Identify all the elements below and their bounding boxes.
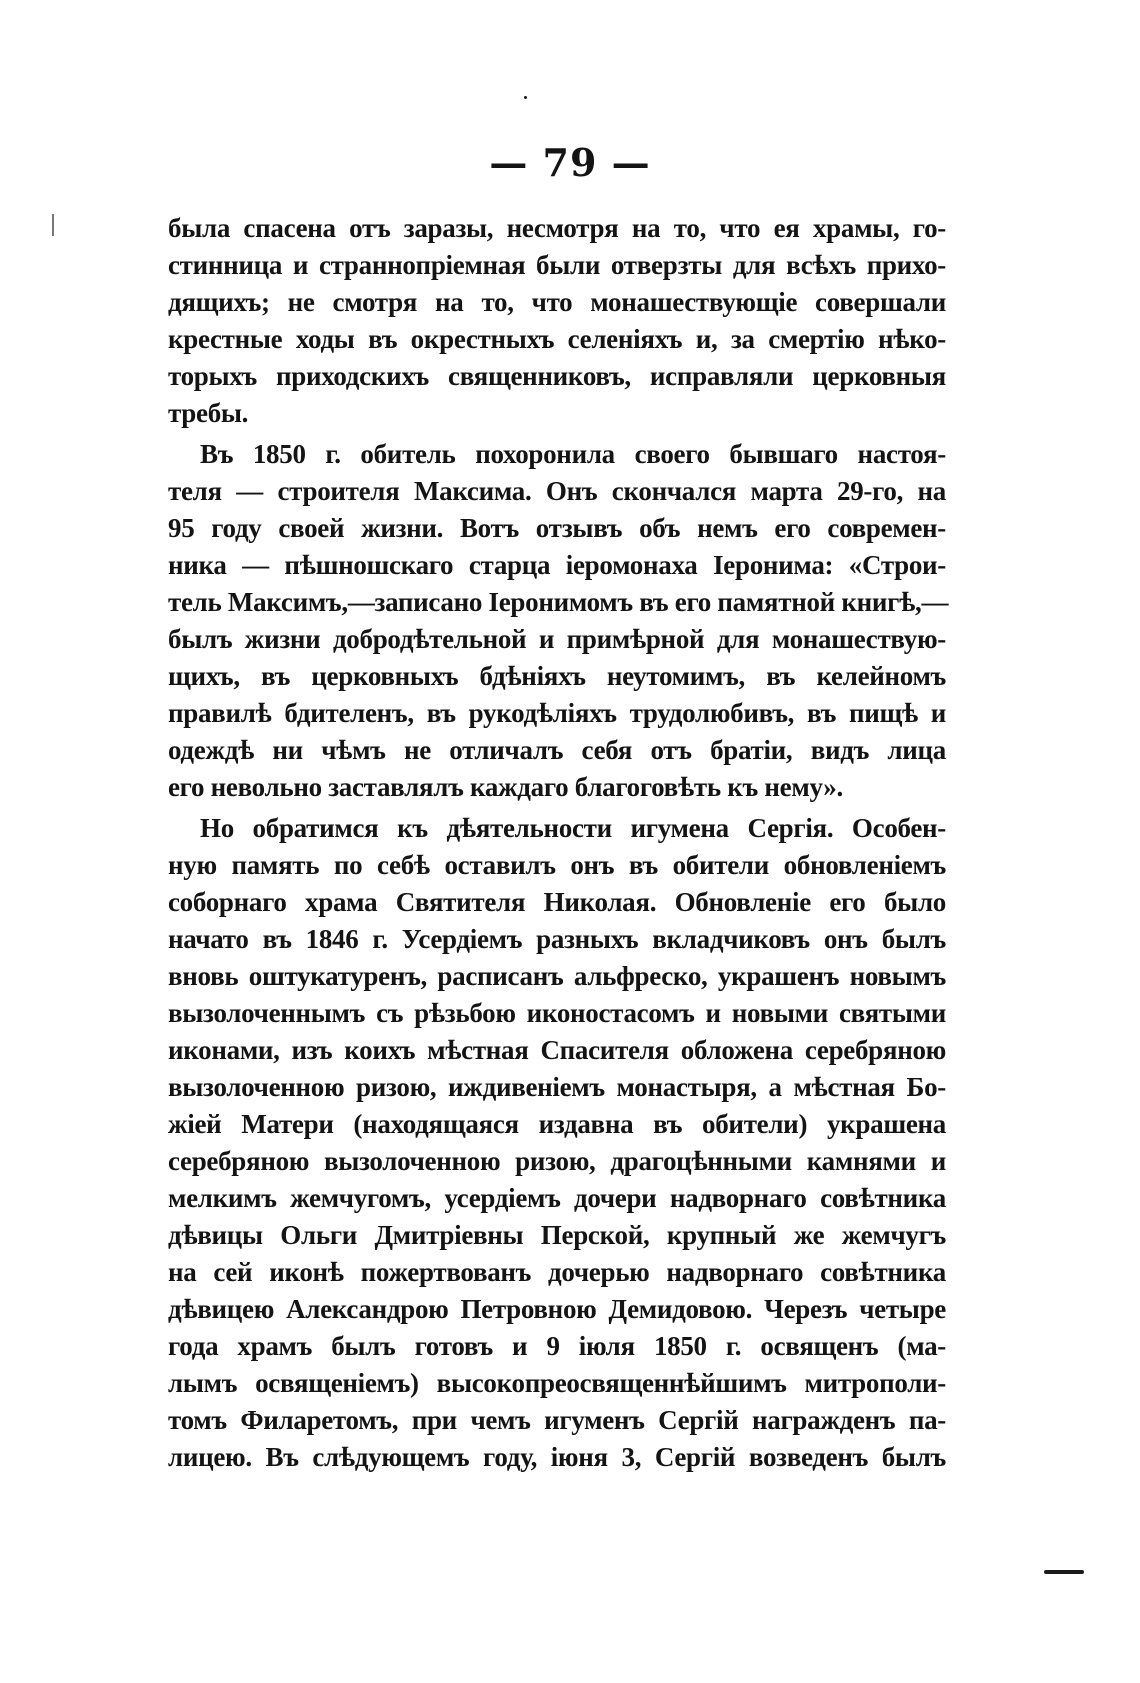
text-line: начато въ 1846 г. Усердіемъ разныхъ вкладчиковъ онъ былъ [168, 924, 946, 954]
body-text [168, 210, 949, 1476]
paragraph-start-line: Въ 1850 г. обитель похоронила своего бывшаго настоя- [200, 439, 946, 469]
scan-speck [524, 96, 527, 99]
text-line: томъ Филаретомъ, при чемъ игуменъ Сергій награжденъ па- [168, 1405, 946, 1435]
text-line: дящихъ; не смотря на то, что монашествующіе совершали [168, 287, 946, 317]
text-line: ную память по себѣ оставилъ онъ въ обители обновленіемъ [168, 850, 946, 880]
scan-margin-mark [52, 214, 54, 236]
text-line: лицею. Въ слѣдующемъ году, іюня 3, Сергій возведенъ былъ [168, 1442, 946, 1472]
text-line: на сей иконѣ пожертвованъ дочерью надворнаго совѣтника [168, 1257, 946, 1287]
text-line: его невольно заставлялъ каждаго благоговѣть къ нему». [168, 772, 843, 802]
text-line: соборнаго храма Святителя Николая. Обновленіе его было [168, 887, 946, 917]
text-line: вызолоченною ризою, иждивеніемъ монастыря, а мѣстная Бо- [168, 1072, 946, 1102]
text-line: тель Максимъ,—записано Іеронимомъ въ его памятной книгѣ,— [168, 587, 949, 617]
text-line: лымъ освященіемъ) высокопреосвященнѣйшимъ митрополи- [168, 1368, 946, 1398]
text-line: вновь оштукатуренъ, расписанъ альфреско, украшенъ новымъ [168, 961, 946, 991]
text-line: щихъ, въ церковныхъ бдѣніяхъ неутомимъ, въ келейномъ [168, 661, 946, 691]
page-number: — 79 — [489, 140, 651, 185]
text-line: серебряною вызолоченною ризою, драгоцѣнными камнями и [168, 1146, 946, 1176]
text-line: 95 году своей жизни. Вотъ отзывъ объ немъ его современ- [168, 513, 946, 543]
text-line: была спасена отъ заразы, несмотря на то, что ея храмы, го- [168, 213, 946, 243]
text-line: правилѣ бдителенъ, въ рукодѣліяхъ трудолюбивъ, въ пищѣ и [168, 698, 946, 728]
text-line: мелкимъ жемчугомъ, усердіемъ дочери надворнаго совѣтника [168, 1183, 946, 1213]
text-line: жіей Матери (находящаяся издавна въ обители) украшена [168, 1109, 946, 1139]
text-line: иконами, изъ коихъ мѣстная Спасителя обложена серебряною [168, 1035, 946, 1065]
text-line: вызолоченнымъ съ рѣзьбою иконостасомъ и новыми святыми [168, 998, 946, 1028]
text-line: ника — пѣшношскаго старца іеромонаха Іеронима: «Строи- [168, 550, 946, 580]
text-line: года храмъ былъ готовъ и 9 іюля 1850 г. освященъ (ма- [168, 1331, 946, 1361]
text-line: торыхъ приходскихъ священниковъ, исправляли церковныя [168, 361, 946, 391]
text-line: одеждѣ ни чѣмъ не отличалъ себя отъ братіи, видъ лица [168, 735, 946, 765]
text-line: теля — строителя Максима. Онъ скончался марта 29-го, на [168, 476, 946, 506]
text-line: стинница и страннопріемная были отверзты для всѣхъ прихо- [168, 250, 946, 280]
paragraph-start-line: Но обратимся къ дѣятельности игумена Сергія. Особен- [200, 813, 946, 843]
text-line: былъ жизни добродѣтельной и примѣрной для монашествую- [168, 624, 946, 654]
text-line: крестные ходы въ окрестныхъ селеніяхъ и, за смертію нѣко- [168, 324, 946, 354]
text-line: дѣвицею Александрою Петровною Демидовою. Черезъ четыре [168, 1294, 946, 1324]
scan-edge-mark [1044, 1570, 1084, 1574]
text-line: дѣвицы Ольги Дмитріевны Перской, крупный же жемчугъ [168, 1220, 946, 1250]
text-line: требы. [168, 398, 249, 428]
